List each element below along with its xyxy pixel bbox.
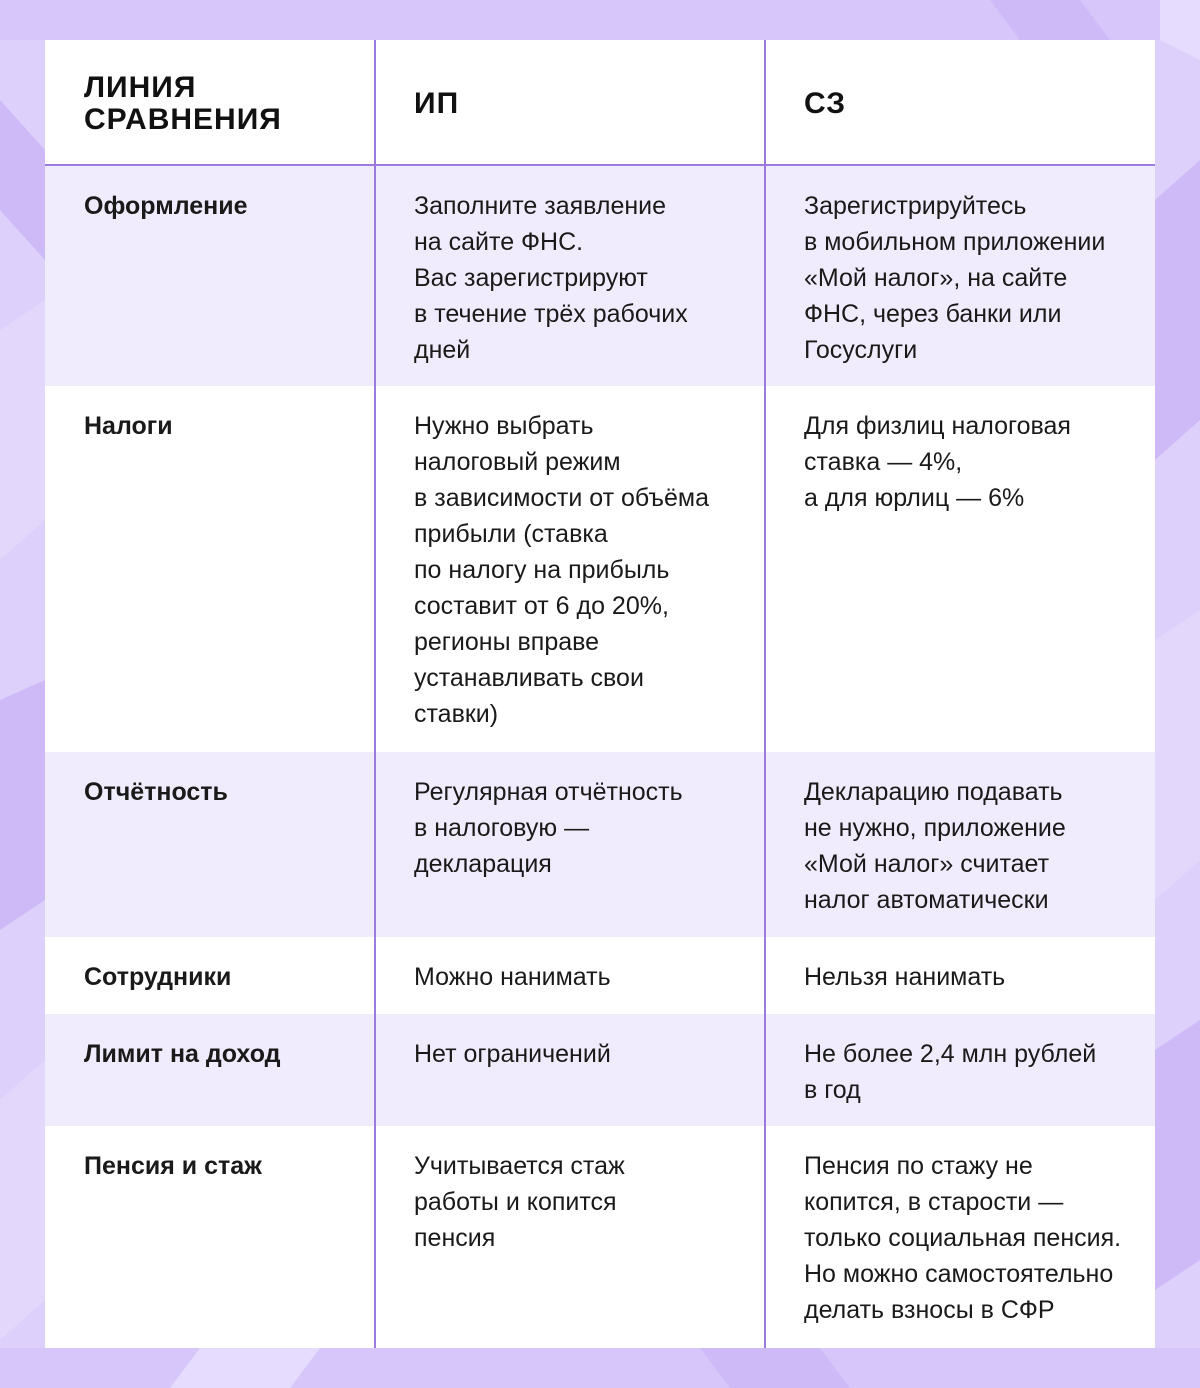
ip-cell: Можно нанимать [414,963,611,991]
table-row [45,752,1155,937]
sz-cell: Пенсия по стажу не копится, в старости — только социальная пенсия. Но можно самостоятельно делать взносы в СФР [804,1152,1122,1324]
header-comparison-line: ЛИНИЯ СРАВНЕНИЯ [84,71,282,136]
row-label: Лимит на доход [84,1040,281,1068]
ip-cell: Нет ограничений [414,1040,611,1068]
table-row [45,166,1155,386]
header-ip: ИП [414,87,460,120]
column-divider [764,40,766,1348]
table-row [45,1126,1155,1348]
sz-cell: Нельзя нанимать [804,963,1006,991]
row-label: Налоги [84,412,173,440]
header-sz: СЗ [804,87,847,120]
ip-cell: Заполните заявление на сайте ФНС. Вас зарегистрируют в течение трёх рабочих дней [414,192,688,364]
comparison-table [45,40,1155,1348]
ip-cell: Нужно выбрать налоговый режим в зависимости от объёма прибыли (ставка по налогу на прибыль составит от 6 до 20%, регионы вправе устанавливать свои ставки) [414,412,710,728]
sz-cell: Декларацию подавать не нужно, приложение «Мой налог» считает налог автоматически [804,778,1066,914]
column-divider [374,40,376,1348]
row-label: Оформление [84,192,248,220]
sz-cell: Не более 2,4 млн рублей в год [804,1040,1097,1104]
row-label: Пенсия и стаж [84,1152,262,1180]
table-row [45,1014,1155,1126]
ip-cell: Регулярная отчётность в налоговую — декларация [414,778,683,878]
row-label: Отчётность [84,778,228,806]
row-label: Сотрудники [84,963,232,991]
sz-cell: Зарегистрируйтесь в мобильном приложении «Мой налог», на сайте ФНС, через банки или Госуслуги [804,192,1106,364]
table-row [45,937,1155,1014]
sz-cell: Для физлиц налоговая ставка — 4%, а для юрлиц — 6% [804,412,1071,512]
table-row [45,386,1155,752]
header-divider [45,164,1155,166]
ip-cell: Учитывается стаж работы и копится пенсия [414,1152,625,1252]
